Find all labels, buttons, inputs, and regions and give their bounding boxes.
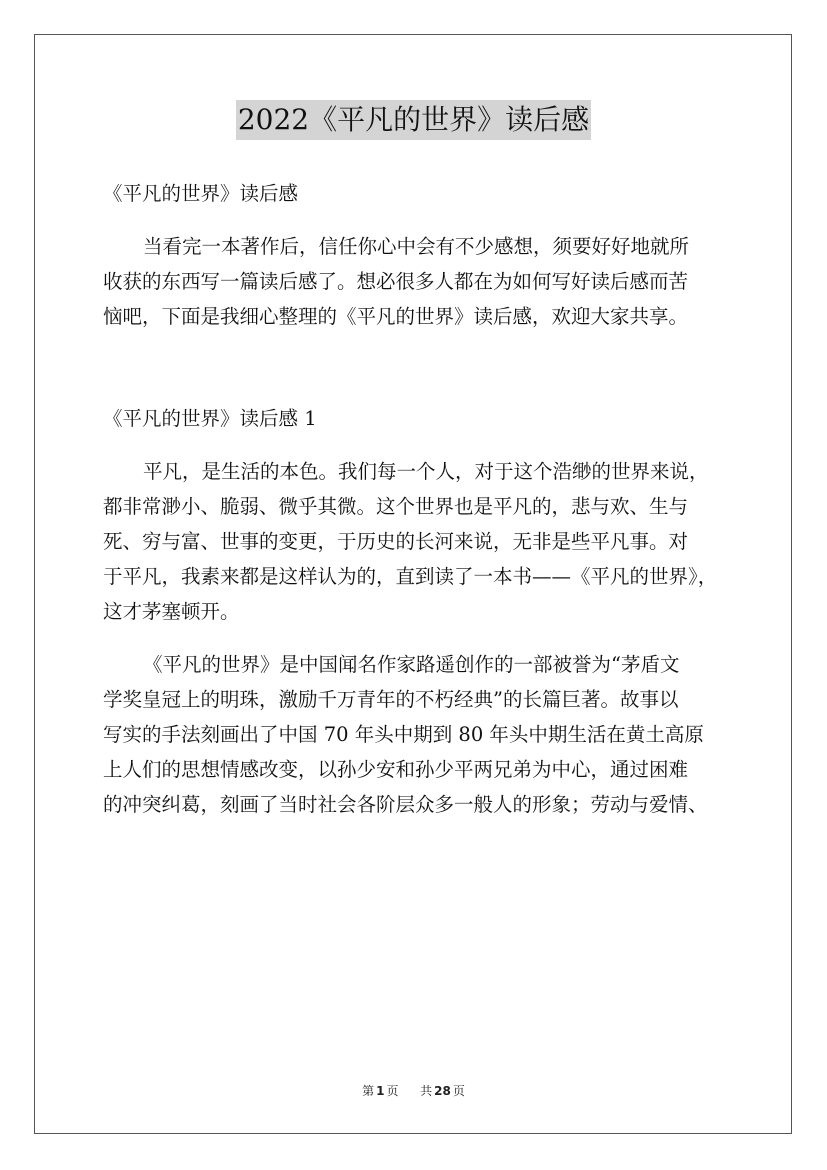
paragraph-line: 学奖皇冠上的明珠，激励千万青年的不朽经典”的长篇巨著。故事以 [103,688,679,711]
page-footer [0,1082,827,1099]
page-total: 28 [434,1084,451,1098]
total-suffix: 页 [452,1084,465,1098]
section1-paragraph-1 [103,454,733,629]
paragraph-line: 上人们的思想情感改变，以孙少安和孙少平两兄弟为中心，通过困难 [103,758,689,781]
paragraph-line: 都非常渺小、脆弱、微乎其微。这个世界也是平凡的，悲与欢、生与 [103,495,689,518]
page-current: 1 [376,1084,385,1098]
title-container [0,100,827,140]
paragraph-line: 平凡，是生活的本色。我们每一个人，对于这个浩缈的世界来说， [143,460,709,483]
intro-paragraph [103,229,733,334]
paragraph-line: 死、穷与富、世事的变更，于历史的长河来说，无非是些平凡事。对 [103,530,689,553]
total-prefix: 共 [420,1084,433,1098]
paragraph-line: 恼吧，下面是我细心整理的《平凡的世界》读后感，欢迎大家共享。 [103,305,689,328]
spacer [103,629,733,647]
section1-paragraph-2 [103,647,733,822]
document-title: 2022《平凡的世界》读后感 [236,100,591,140]
document-body [103,176,733,822]
spacer [103,334,733,401]
paragraph-line: 写实的手法刻画出了中国 70 年头中期到 80 年头中期生活在黄土高原 [103,723,704,746]
spacer [103,211,733,229]
paragraph-line: 收获的东西写一篇读后感了。想必很多人都在为如何写好读后感而苦 [103,270,689,293]
section-heading: 《平凡的世界》读后感 1 [103,407,317,430]
paragraph-line: 《平凡的世界》是中国闻名作家路遥创作的一部被誉为“茅盾文 [143,653,680,676]
paragraph-line: 这才茅塞顿开。 [103,600,240,623]
spacer [103,436,733,454]
paragraph-line: 当看完一本著作后，信任你心中会有不少感想，须要好好地就所 [143,235,690,258]
intro-heading: 《平凡的世界》读后感 [103,182,299,205]
paragraph-line: 于平凡，我素来都是这样认为的，直到读了一本书——《平凡的世界》， [103,565,718,588]
page-prefix: 第 [362,1084,375,1098]
page-suffix: 页 [386,1084,399,1098]
paragraph-line: 的冲突纠葛，刻画了当时社会各阶层众多一般人的形象；劳动与爱情、 [103,793,708,816]
